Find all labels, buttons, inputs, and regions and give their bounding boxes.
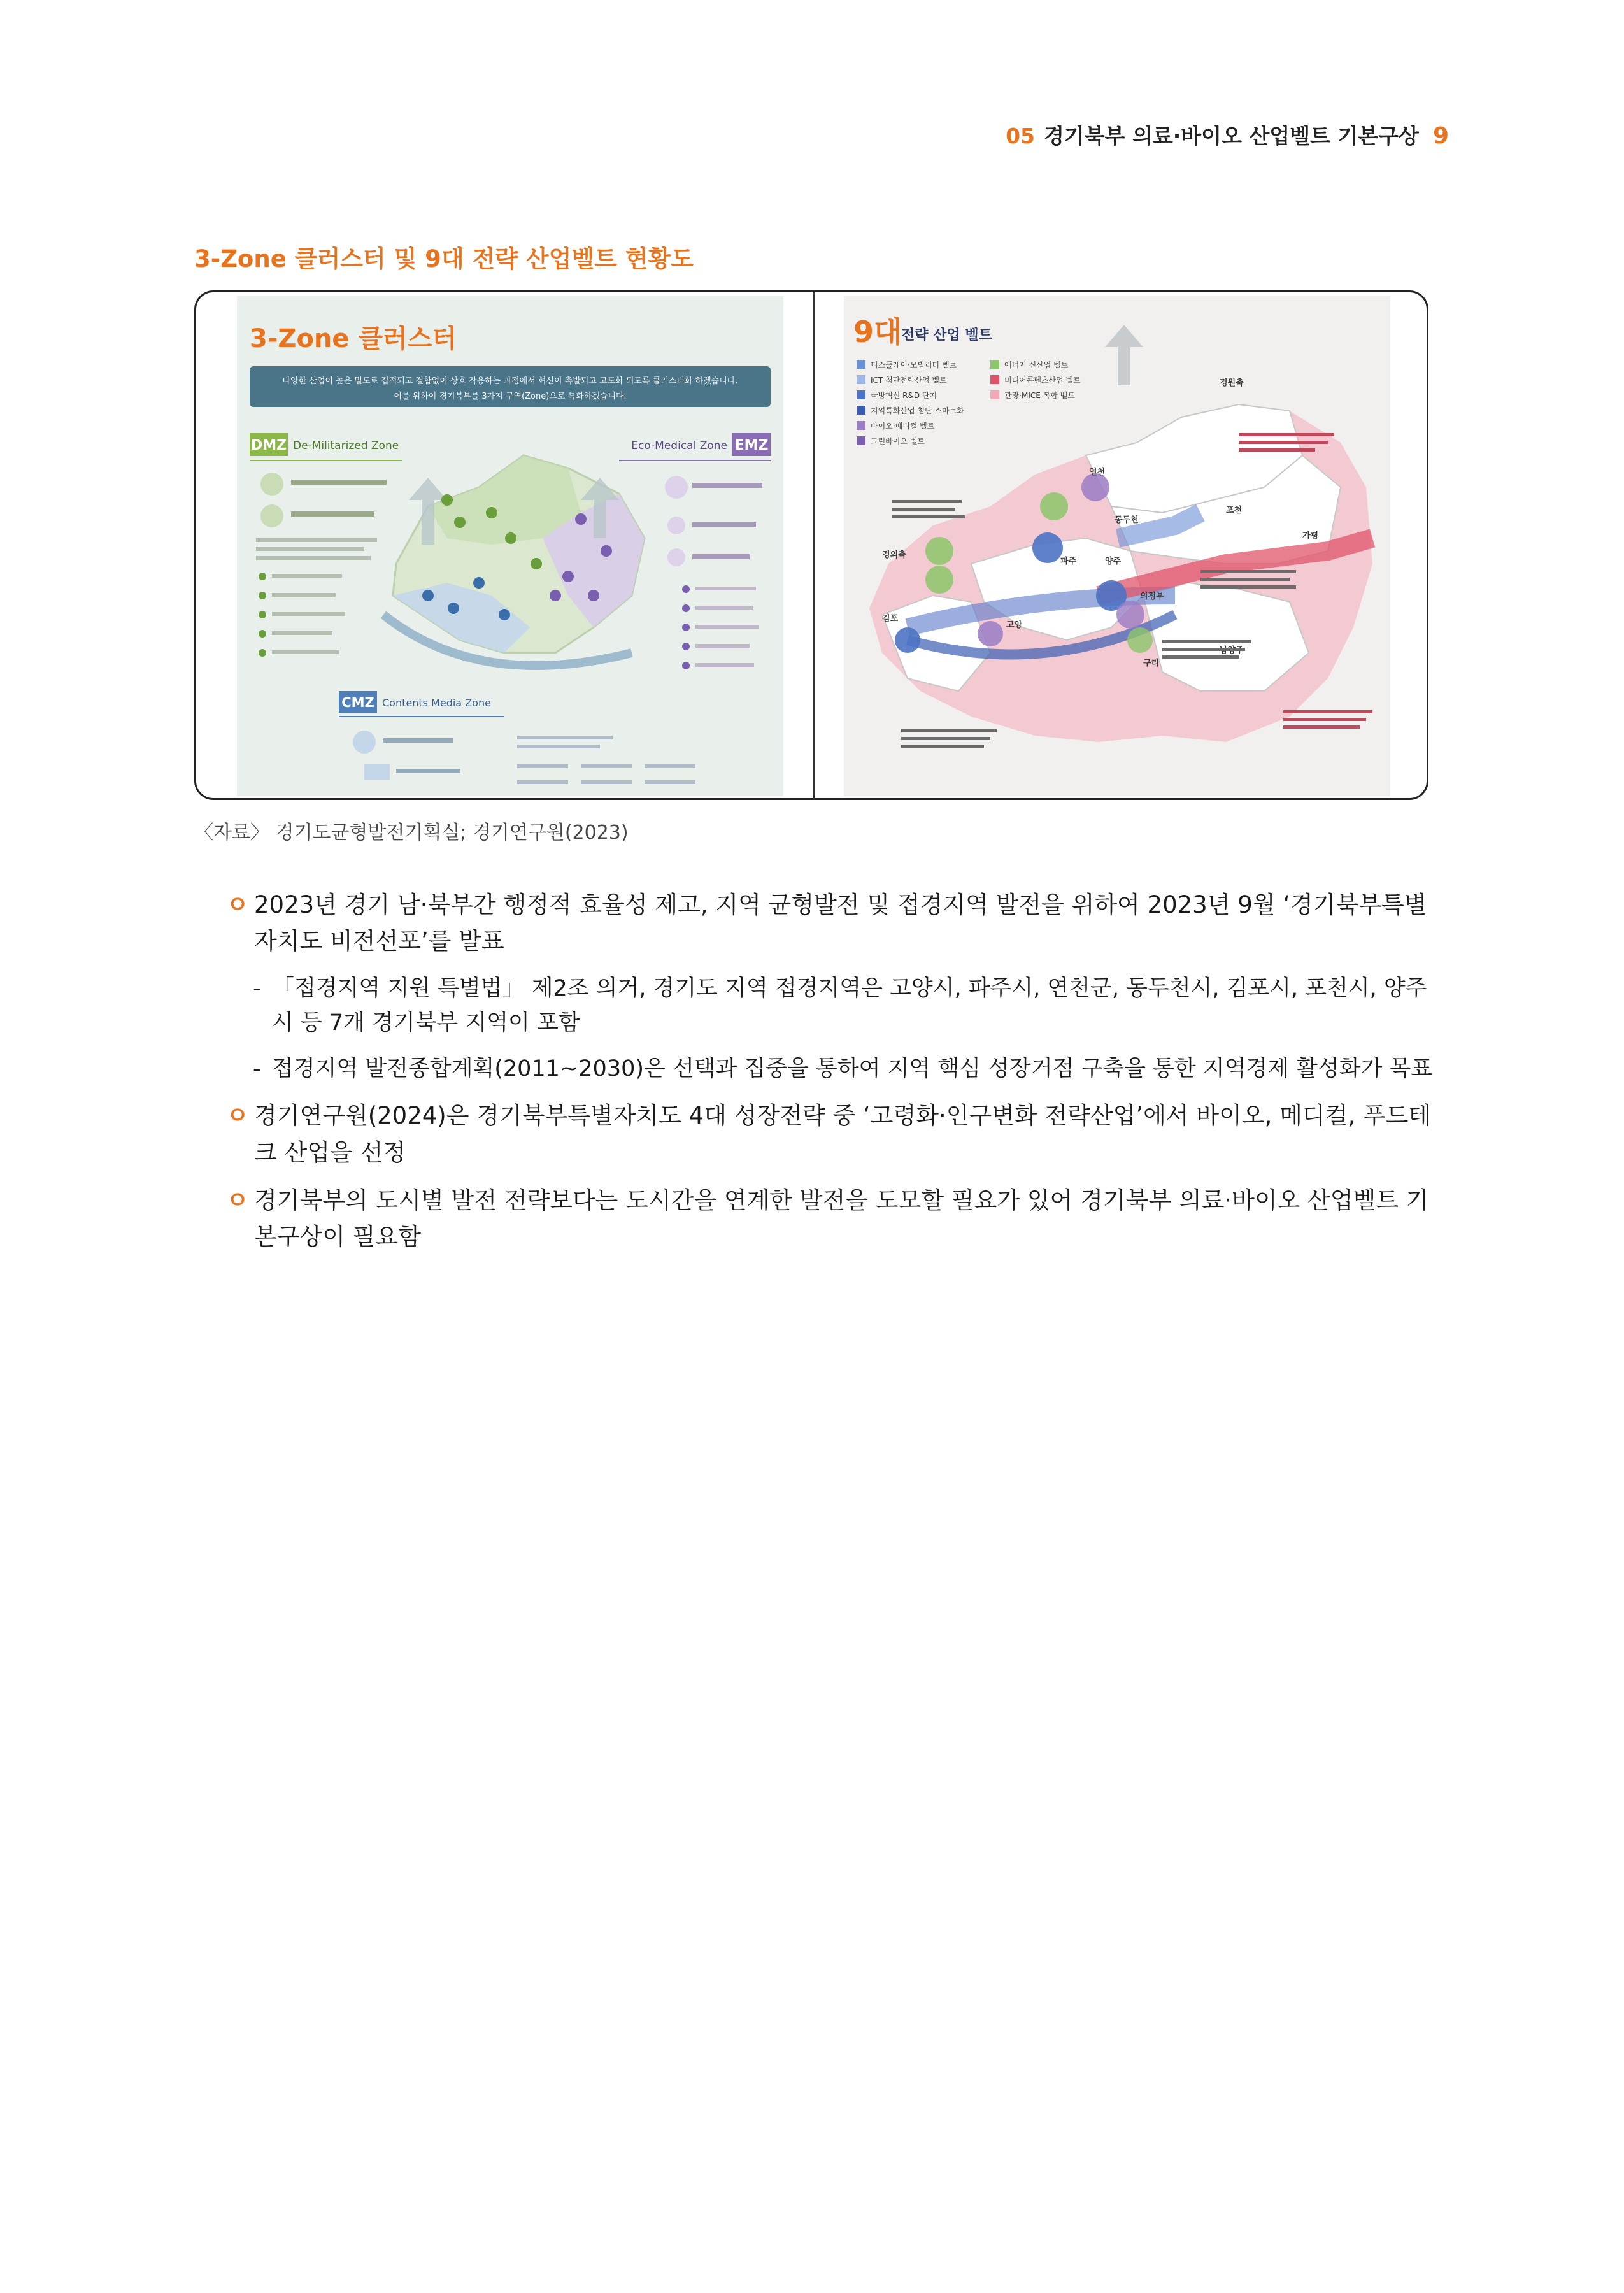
bullet-text: 경기연구원(2024)은 경기북부특별자치도 4대 성장전략 중 ‘고령화·인구변화 전략산업’에서 바이오, 메디컬, 푸드테크 산업을 선정: [254, 1102, 1432, 1166]
legend-label: 미디어콘텐츠산업 벨트: [1004, 376, 1081, 385]
place-label: 김포: [882, 614, 899, 624]
emz-icon-list: [665, 476, 762, 669]
nine-belts-heading: 9대: [853, 315, 902, 349]
body-text: [226, 887, 1433, 1267]
place-label: 경의축: [882, 550, 906, 560]
three-zone-map-image: [237, 296, 783, 796]
bullet-item: [226, 1182, 1433, 1255]
cmz-name: Contents Media Zone: [382, 697, 491, 709]
place-label: 구리: [1143, 659, 1160, 668]
legend-label: 바이오·메디컬 벨트: [871, 422, 935, 431]
legend-swatch: [857, 360, 865, 369]
chapter-title: 경기북부 의료·바이오 산업벨트 기본구상: [1044, 124, 1419, 148]
emz-abbr: EMZ: [734, 438, 769, 454]
place-label: 고양: [1006, 620, 1023, 630]
place-label: 파주: [1060, 557, 1077, 566]
sub-text: 접경지역 발전종합계획(2011~2030)은 선택과 집중을 통하여 지역 핵심 성장거점 구축을 통한 지역경제 활성화가 목표: [272, 1056, 1433, 1082]
legend-label: 관광·MICE 복합 벨트: [1004, 391, 1075, 400]
dmz-name: De-Militarized Zone: [293, 439, 399, 452]
sub-text: 「접경지역 지원 특별법」 제2조 의거, 경기도 지역 접경지역은 고양시, 파주시, 연천군, 동두천시, 김포시, 포천시, 양주시 등 7개 경기북부 지역이 포함: [272, 975, 1427, 1036]
place-label: 동두천: [1115, 515, 1139, 525]
chapter-number: 05: [1006, 124, 1035, 148]
legend-swatch: [857, 406, 865, 415]
nine-belts-map-image: [844, 296, 1390, 796]
figure-title: 3-Zone 클러스터 및 9대 전략 산업벨트 현황도: [194, 245, 694, 273]
sub-item: [226, 971, 1433, 1041]
place-label: 의정부: [1140, 592, 1164, 601]
place-label: 연천: [1089, 468, 1106, 477]
legend-swatch: [990, 375, 999, 384]
banner-line-1: 다양한 산업이 높은 밀도로 집적되고 결합없이 상호 작용하는 과정에서 혁신이 촉발되고 고도화 되도록 클러스터화 하겠습니다.: [282, 376, 738, 386]
legend-label: 디스플레이·모빌리티 벨트: [871, 361, 957, 369]
three-zone-heading: 3-Zone 클러스터: [250, 324, 457, 354]
place-label: 양주: [1105, 557, 1122, 566]
nine-belts-subheading: 전략 산업 벨트: [901, 327, 992, 343]
banner-line-2: 이를 위하여 경기북부를 3가지 구역(Zone)으로 특화하겠습니다.: [394, 392, 627, 401]
bullet-item: [226, 1097, 1433, 1171]
emz-name: Eco-Medical Zone: [631, 439, 727, 452]
bullet-mark: ㅇ: [226, 891, 249, 918]
bullet-mark: ㅇ: [226, 1187, 249, 1215]
place-label: 경원축: [1220, 378, 1244, 388]
bullet-text: 경기북부의 도시별 발전 전략보다는 도시간을 연계한 발전을 도모할 필요가 있어 경기북부 의료·바이오 산업벨트 기본구상이 필요함: [254, 1187, 1429, 1251]
place-label: 포천: [1226, 506, 1243, 515]
bullet-text: 2023년 경기 남·북부간 행정적 효율성 제고, 지역 균형발전 및 접경지역 발전을 위하여 2023년 9월 ‘경기북부특별자치도 비전선포’를 발표: [254, 891, 1427, 955]
figure-divider: [813, 292, 815, 799]
dmz-abbr: DMZ: [250, 438, 287, 454]
belt-legend: [857, 360, 1081, 446]
legend-label: 지역특화산업 첨단 스마트화: [871, 406, 964, 415]
nine-belts-map-panel: [844, 296, 1390, 796]
running-header: [1006, 120, 1449, 150]
bullet-item: [226, 887, 1433, 960]
legend-swatch: [990, 390, 999, 399]
legend-label: 그린바이오 벨트: [871, 437, 925, 446]
figure-source: 〈자료〉 경기도균형발전기획실; 경기연구원(2023): [194, 822, 629, 844]
dmz-icon-list: [256, 473, 387, 657]
legend-swatch: [857, 375, 865, 384]
legend-swatch: [857, 421, 865, 430]
bullet-mark: ㅇ: [226, 1102, 249, 1130]
sub-mark: -: [253, 1056, 261, 1082]
sub-item: [226, 1052, 1433, 1086]
legend-label: ICT 첨단전략산업 벨트: [871, 376, 947, 385]
legend-label: 에너지 신산업 벨트: [1004, 361, 1069, 369]
three-zone-map-panel: [237, 296, 783, 796]
legend-label: 국방혁신 R&D 단지: [871, 391, 937, 400]
legend-swatch: [990, 360, 999, 369]
place-label: 가평: [1302, 531, 1319, 541]
cmz-abbr: CMZ: [341, 695, 374, 710]
legend-swatch: [857, 390, 865, 399]
sub-mark: -: [253, 975, 261, 1001]
page-number: 9: [1432, 123, 1449, 149]
legend-swatch: [857, 436, 865, 445]
